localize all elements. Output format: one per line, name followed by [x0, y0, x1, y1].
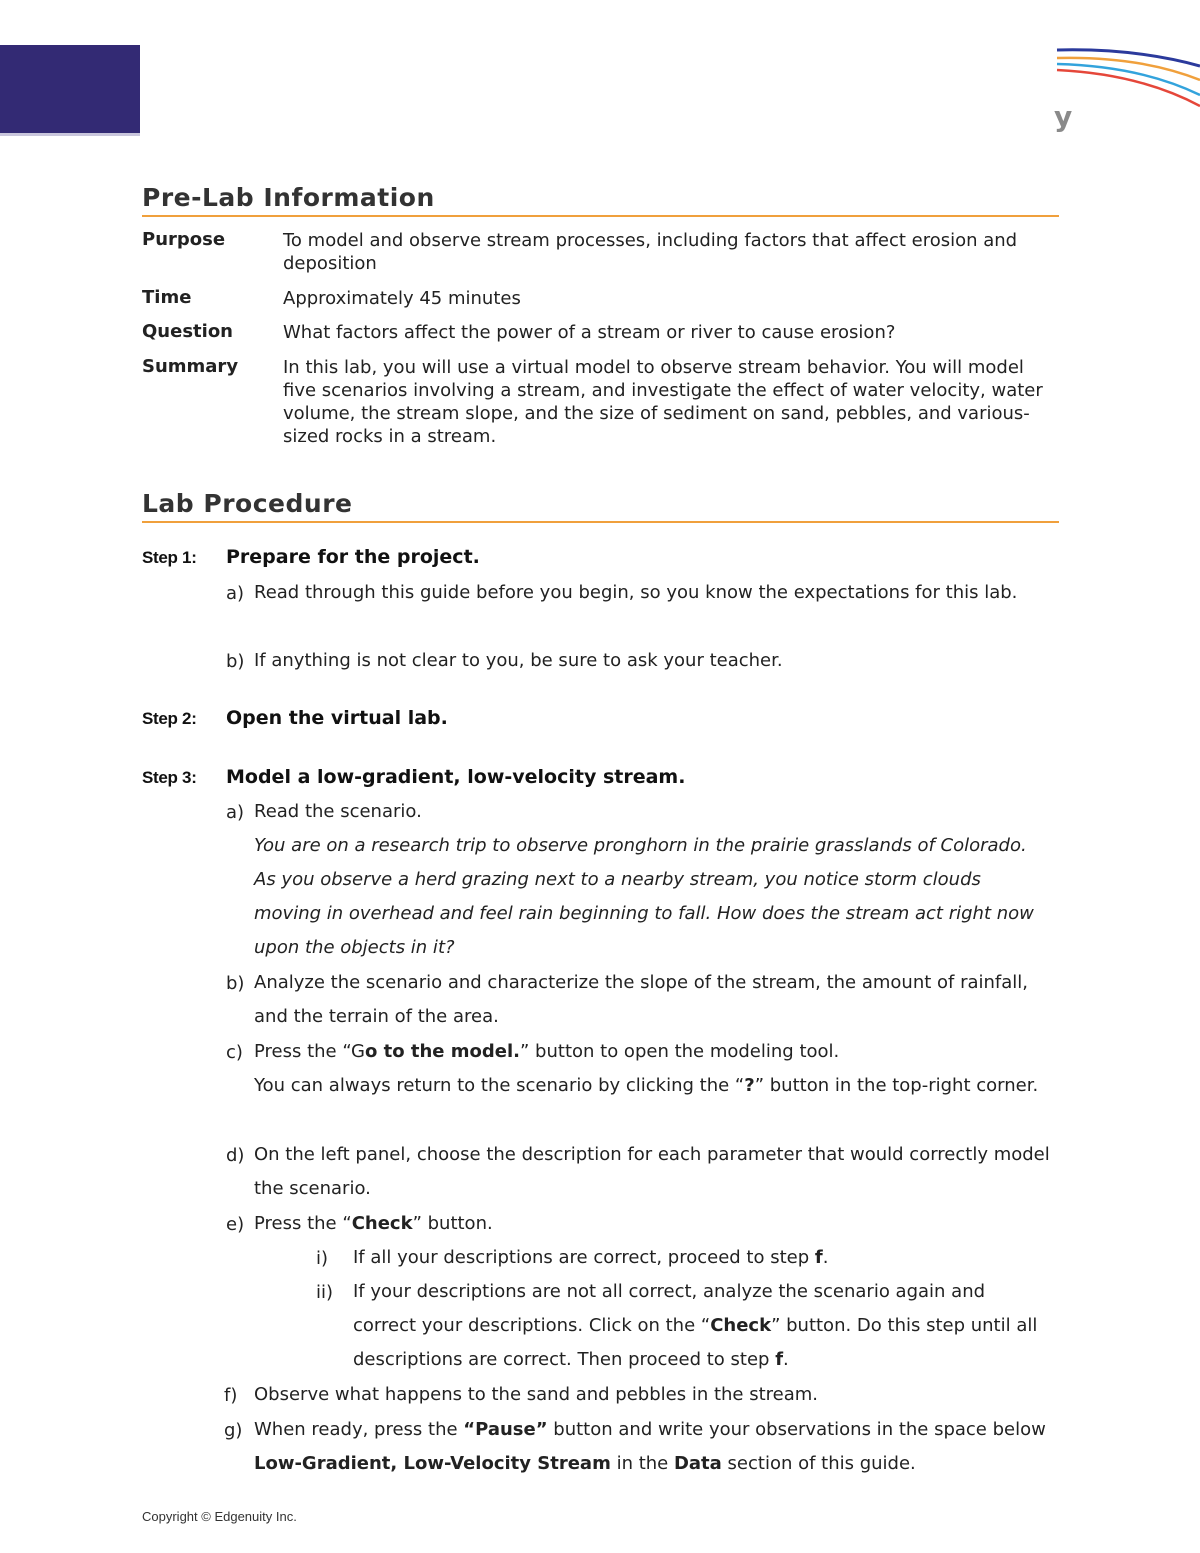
question-value: What factors affect the power of a stream or river to cause erosion? [283, 322, 896, 343]
step3-e-marker: e) [226, 1214, 245, 1235]
step3-f-text: Observe what happens to the sand and pebbles in the stream. [254, 1384, 819, 1405]
step3-c-marker: c) [226, 1042, 243, 1063]
question-label: Question [142, 321, 233, 342]
summary-label: Summary [142, 356, 239, 377]
step1-a-marker: a) [226, 583, 245, 604]
step3-b-marker: b) [226, 973, 245, 994]
purpose-value: To model and observe stream processes, including factors that affect erosion and deposition [283, 230, 1018, 274]
step3-c-note: You can always return to the scenario by clicking the “?” button in the top-right corner. [254, 1075, 1039, 1096]
step1-b-marker: b) [226, 651, 245, 672]
step3-c-text: Press the “Go to the model.” button to open the modeling tool. [254, 1041, 840, 1062]
step3-e-ii-marker: ii) [316, 1282, 334, 1303]
step3-scenario-text: You are on a research trip to observe pronghorn in the prairie grasslands of Colorado. As you observe a herd grazing next to a nearby stream, you notice storm clouds moving in overhead and feel rain beginning to fall. How does the stream act right now upon the objects in it? [254, 835, 1034, 958]
step3-e-text: Press the “Check” button. [254, 1213, 493, 1234]
summary-value: In this lab, you will use a virtual model to observe stream behavior. You will model five scenarios involving a stream, and investigate the effect of water velocity, water volume, the stream slope, and the size of sediment on sand, pebbles, and various-sized rocks in a stream. [283, 357, 1043, 447]
step3-e-i-marker: i) [316, 1248, 329, 1269]
purpose-label: Purpose [142, 229, 226, 250]
time-label: Time [142, 287, 192, 308]
step3-e-i-text: If all your descriptions are correct, proceed to step f. [353, 1247, 829, 1268]
step3-a-marker: a) [226, 802, 245, 823]
step1-a-text: Read through this guide before you begin, so you know the expectations for this lab. [254, 582, 1018, 603]
step1-title: Prepare for the project. [226, 546, 480, 568]
step3-number: Step 3: [142, 768, 197, 787]
step3-a-text: Read the scenario. [254, 801, 422, 822]
procedure-title: Lab Procedure [142, 489, 353, 518]
time-value: Approximately 45 minutes [283, 288, 521, 309]
brand-name-fragment: y [1054, 100, 1074, 133]
step3-g-marker: g) [224, 1420, 243, 1441]
step2-title: Open the virtual lab. [226, 707, 448, 729]
step3-b-text: Analyze the scenario and characterize the slope of the stream, the amount of rainfall, and the terrain of the area. [254, 972, 1029, 1027]
step3-d-marker: d) [226, 1145, 245, 1166]
brand-arcs-icon [1055, 40, 1200, 110]
step1-b-text: If anything is not clear to you, be sure to ask your teacher. [254, 650, 783, 671]
step3-f-marker: f) [224, 1385, 238, 1406]
step3-title: Model a low-gradient, low-velocity stream. [226, 766, 686, 788]
step3-d-text: On the left panel, choose the description for each parameter that would correctly model the scenario. [254, 1144, 1050, 1199]
step3-g-text: When ready, press the “Pause” button and write your observations in the space below Low-Gradient, Low-Velocity Stream in the Data section of this guide. [254, 1419, 1046, 1474]
step3-e-ii-text: If your descriptions are not all correct, analyze the scenario again and correct your descriptions. Click on the “Check” button. Do this step until all descriptions are correct. Then proceed to step f. [353, 1281, 1038, 1370]
prelab-rule [142, 215, 1059, 217]
logo-block [0, 45, 140, 136]
procedure-rule [142, 521, 1059, 523]
step2-number: Step 2: [142, 709, 197, 728]
prelab-title: Pre-Lab Information [142, 183, 435, 212]
step1-number: Step 1: [142, 548, 197, 567]
copyright-footer: Copyright © Edgenuity Inc. [142, 1509, 297, 1524]
